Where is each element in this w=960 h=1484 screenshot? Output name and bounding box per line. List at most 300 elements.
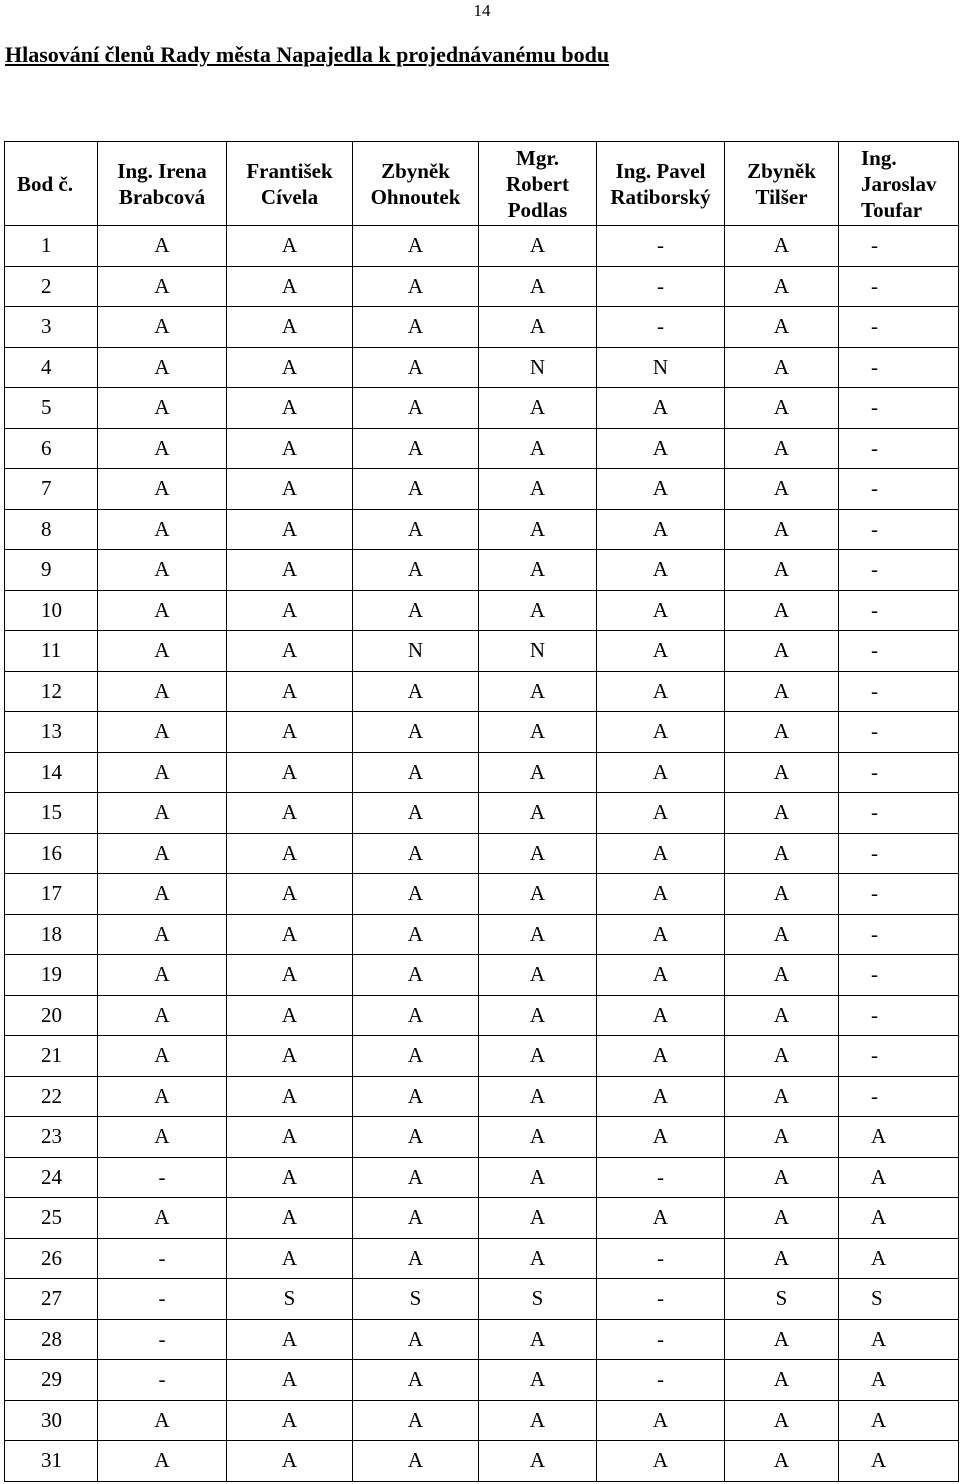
vote-cell: A: [479, 1441, 597, 1482]
vote-cell: A: [479, 590, 597, 631]
vote-cell: A: [725, 793, 839, 834]
header-zbynek-ohnoutek: [353, 142, 479, 226]
vote-cell: S: [479, 1279, 597, 1320]
vote-cell: A: [725, 388, 839, 429]
vote-cell: A: [479, 226, 597, 267]
vote-cell: A: [98, 1076, 227, 1117]
vote-cell: A: [725, 1198, 839, 1239]
vote-cell: A: [597, 1117, 725, 1158]
vote-cell: A: [597, 833, 725, 874]
table-row: [5, 1360, 959, 1401]
header-line: Brabcová: [118, 184, 206, 209]
vote-cell: A: [597, 469, 725, 510]
bod-number-cell: 29: [5, 1360, 98, 1401]
vote-cell: A: [353, 590, 479, 631]
vote-cell: A: [227, 671, 353, 712]
vote-cell: A: [353, 266, 479, 307]
vote-cell: A: [725, 1360, 839, 1401]
vote-cell: A: [98, 793, 227, 834]
header-row: [5, 142, 959, 226]
vote-cell: A: [98, 1117, 227, 1158]
table-row: [5, 1076, 959, 1117]
vote-cell: A: [597, 388, 725, 429]
vote-cell: A: [353, 1198, 479, 1239]
vote-cell: A: [353, 1400, 479, 1441]
vote-cell: -: [839, 1036, 959, 1077]
bod-number-cell: 5: [5, 388, 98, 429]
vote-cell: -: [597, 226, 725, 267]
bod-number-cell: 11: [5, 631, 98, 672]
vote-cell: A: [597, 671, 725, 712]
vote-cell: -: [839, 428, 959, 469]
vote-cell: A: [353, 550, 479, 591]
vote-cell: A: [353, 914, 479, 955]
vote-cell: A: [725, 955, 839, 996]
vote-cell: A: [227, 1238, 353, 1279]
vote-cell: A: [227, 509, 353, 550]
table-row: [5, 590, 959, 631]
vote-cell: A: [227, 388, 353, 429]
vote-cell: A: [479, 874, 597, 915]
vote-cell: A: [597, 631, 725, 672]
table-row: [5, 712, 959, 753]
vote-cell: S: [725, 1279, 839, 1320]
header-line: Zbyněk: [747, 158, 816, 183]
vote-cell: A: [227, 1441, 353, 1482]
vote-cell: A: [353, 388, 479, 429]
bod-number-cell: 2: [5, 266, 98, 307]
vote-cell: A: [98, 550, 227, 591]
vote-cell: A: [479, 995, 597, 1036]
voting-table-body: [5, 226, 959, 1482]
table-row: [5, 509, 959, 550]
vote-cell: A: [479, 914, 597, 955]
vote-cell: A: [597, 752, 725, 793]
vote-cell: -: [597, 266, 725, 307]
vote-cell: A: [227, 1157, 353, 1198]
vote-cell: A: [725, 1117, 839, 1158]
vote-cell: A: [353, 712, 479, 753]
bod-number-cell: 6: [5, 428, 98, 469]
vote-cell: A: [98, 1441, 227, 1482]
bod-number-cell: 27: [5, 1279, 98, 1320]
vote-cell: A: [227, 1076, 353, 1117]
vote-cell: A: [479, 793, 597, 834]
vote-cell: A: [725, 671, 839, 712]
vote-cell: A: [725, 226, 839, 267]
vote-cell: A: [98, 266, 227, 307]
table-row: [5, 914, 959, 955]
vote-cell: A: [479, 388, 597, 429]
table-row: [5, 428, 959, 469]
vote-cell: A: [98, 914, 227, 955]
vote-cell: A: [353, 509, 479, 550]
vote-cell: A: [839, 1157, 959, 1198]
header-line: Robert: [506, 171, 569, 196]
vote-cell: A: [227, 712, 353, 753]
vote-cell: A: [479, 1198, 597, 1239]
bod-number-cell: 16: [5, 833, 98, 874]
bod-number-cell: 15: [5, 793, 98, 834]
voting-table-header: [5, 142, 959, 226]
vote-cell: A: [227, 226, 353, 267]
vote-cell: A: [479, 1036, 597, 1077]
vote-cell: A: [725, 428, 839, 469]
vote-cell: -: [597, 1238, 725, 1279]
table-row: [5, 1036, 959, 1077]
vote-cell: A: [98, 1198, 227, 1239]
vote-cell: A: [479, 1360, 597, 1401]
vote-cell: A: [227, 955, 353, 996]
vote-cell: -: [839, 509, 959, 550]
vote-cell: -: [839, 347, 959, 388]
vote-cell: A: [597, 995, 725, 1036]
bod-number-cell: 28: [5, 1319, 98, 1360]
table-row: [5, 1441, 959, 1482]
vote-cell: -: [839, 874, 959, 915]
vote-cell: -: [98, 1279, 227, 1320]
header-bod-cislo: [5, 142, 98, 226]
vote-cell: A: [597, 914, 725, 955]
vote-cell: -: [839, 833, 959, 874]
vote-cell: A: [725, 833, 839, 874]
vote-cell: A: [227, 1036, 353, 1077]
vote-cell: A: [839, 1319, 959, 1360]
bod-number-cell: 19: [5, 955, 98, 996]
vote-cell: A: [479, 509, 597, 550]
vote-cell: A: [98, 307, 227, 348]
vote-cell: A: [227, 550, 353, 591]
vote-cell: -: [597, 1319, 725, 1360]
vote-cell: A: [479, 712, 597, 753]
vote-cell: A: [227, 1400, 353, 1441]
vote-cell: A: [353, 955, 479, 996]
vote-cell: A: [725, 266, 839, 307]
vote-cell: -: [597, 1157, 725, 1198]
header-line: Tilšer: [755, 184, 808, 209]
bod-number-cell: 26: [5, 1238, 98, 1279]
vote-cell: -: [839, 469, 959, 510]
vote-cell: A: [479, 1157, 597, 1198]
vote-cell: A: [98, 388, 227, 429]
table-row: [5, 266, 959, 307]
vote-cell: A: [227, 307, 353, 348]
bod-number-cell: 20: [5, 995, 98, 1036]
vote-cell: A: [227, 631, 353, 672]
vote-cell: A: [479, 469, 597, 510]
vote-cell: A: [353, 1441, 479, 1482]
vote-cell: A: [98, 226, 227, 267]
vote-cell: A: [479, 671, 597, 712]
header-pavel-ratiborsky: [597, 142, 725, 226]
header-line: Ratiborský: [610, 184, 711, 209]
vote-cell: -: [839, 995, 959, 1036]
vote-cell: A: [725, 1400, 839, 1441]
header-jaroslav-toufar: [839, 142, 959, 226]
table-row: [5, 671, 959, 712]
vote-cell: A: [353, 671, 479, 712]
vote-cell: A: [597, 1441, 725, 1482]
header-line: Mgr.: [516, 145, 559, 170]
vote-cell: A: [725, 752, 839, 793]
vote-cell: -: [597, 1279, 725, 1320]
vote-cell: A: [353, 307, 479, 348]
vote-cell: A: [353, 1157, 479, 1198]
vote-cell: -: [98, 1157, 227, 1198]
table-row: [5, 631, 959, 672]
document-title: Hlasování členů Rady města Napajedla k projednávanému bodu: [5, 42, 610, 67]
vote-cell: A: [353, 833, 479, 874]
vote-cell: A: [725, 307, 839, 348]
vote-cell: N: [479, 631, 597, 672]
vote-cell: A: [725, 550, 839, 591]
bod-number-cell: 12: [5, 671, 98, 712]
vote-cell: A: [839, 1117, 959, 1158]
vote-cell: -: [839, 955, 959, 996]
vote-cell: A: [479, 955, 597, 996]
vote-cell: A: [98, 712, 227, 753]
vote-cell: A: [479, 1319, 597, 1360]
vote-cell: A: [479, 550, 597, 591]
vote-cell: A: [227, 266, 353, 307]
vote-cell: A: [839, 1400, 959, 1441]
vote-cell: A: [597, 509, 725, 550]
vote-cell: N: [353, 631, 479, 672]
header-line: Bod č.: [17, 171, 74, 196]
vote-cell: A: [725, 874, 839, 915]
vote-cell: A: [597, 955, 725, 996]
vote-cell: -: [839, 266, 959, 307]
vote-cell: A: [597, 590, 725, 631]
vote-cell: -: [839, 1076, 959, 1117]
vote-cell: A: [227, 1117, 353, 1158]
vote-cell: A: [227, 874, 353, 915]
vote-cell: -: [839, 752, 959, 793]
vote-cell: A: [227, 914, 353, 955]
bod-number-cell: 17: [5, 874, 98, 915]
header-line: Jaroslav: [861, 171, 937, 196]
vote-cell: A: [98, 671, 227, 712]
vote-cell: A: [98, 428, 227, 469]
table-row: [5, 1198, 959, 1239]
vote-cell: A: [479, 428, 597, 469]
vote-cell: -: [98, 1238, 227, 1279]
bod-number-cell: 18: [5, 914, 98, 955]
vote-cell: A: [353, 469, 479, 510]
vote-cell: A: [479, 266, 597, 307]
vote-cell: -: [839, 550, 959, 591]
vote-cell: A: [227, 995, 353, 1036]
vote-cell: A: [725, 1036, 839, 1077]
vote-cell: -: [839, 914, 959, 955]
vote-cell: A: [227, 1360, 353, 1401]
vote-cell: A: [725, 995, 839, 1036]
bod-number-cell: 22: [5, 1076, 98, 1117]
vote-cell: N: [479, 347, 597, 388]
vote-cell: A: [597, 793, 725, 834]
vote-cell: -: [839, 590, 959, 631]
table-row: [5, 874, 959, 915]
table-row: [5, 388, 959, 429]
vote-cell: A: [725, 712, 839, 753]
vote-cell: A: [479, 1238, 597, 1279]
vote-cell: A: [725, 631, 839, 672]
vote-cell: -: [98, 1319, 227, 1360]
vote-cell: -: [597, 1360, 725, 1401]
vote-cell: A: [725, 469, 839, 510]
page-number: 14: [473, 1, 491, 20]
bod-number-cell: 25: [5, 1198, 98, 1239]
vote-cell: N: [597, 347, 725, 388]
vote-cell: A: [597, 428, 725, 469]
vote-cell: A: [98, 833, 227, 874]
header-frantisek-civela: [227, 142, 353, 226]
table-row: [5, 1238, 959, 1279]
vote-cell: A: [725, 1441, 839, 1482]
bod-number-cell: 8: [5, 509, 98, 550]
vote-cell: A: [725, 1238, 839, 1279]
vote-cell: A: [597, 874, 725, 915]
vote-cell: A: [353, 1238, 479, 1279]
vote-cell: A: [353, 1360, 479, 1401]
bod-number-cell: 30: [5, 1400, 98, 1441]
vote-cell: A: [227, 1319, 353, 1360]
table-row: [5, 955, 959, 996]
vote-cell: A: [98, 631, 227, 672]
table-row: [5, 469, 959, 510]
table-row: [5, 752, 959, 793]
bod-number-cell: 14: [5, 752, 98, 793]
table-row: [5, 347, 959, 388]
vote-cell: A: [725, 1319, 839, 1360]
header-line: Zbyněk: [381, 158, 450, 183]
bod-number-cell: 21: [5, 1036, 98, 1077]
vote-cell: A: [353, 226, 479, 267]
table-row: [5, 1117, 959, 1158]
header-line: Podlas: [507, 197, 568, 222]
header-line: František: [246, 158, 333, 183]
table-row: [5, 226, 959, 267]
vote-cell: A: [479, 1076, 597, 1117]
table-row: [5, 1279, 959, 1320]
header-line: Ing.: [861, 145, 897, 170]
vote-cell: A: [353, 1036, 479, 1077]
vote-cell: A: [839, 1198, 959, 1239]
vote-cell: A: [839, 1360, 959, 1401]
table-row: [5, 550, 959, 591]
vote-cell: -: [839, 671, 959, 712]
vote-cell: A: [98, 955, 227, 996]
bod-number-cell: 9: [5, 550, 98, 591]
table-row: [5, 833, 959, 874]
vote-cell: A: [353, 428, 479, 469]
vote-cell: A: [725, 914, 839, 955]
vote-cell: A: [597, 1400, 725, 1441]
header-irena-brabcova: [98, 142, 227, 226]
vote-cell: A: [353, 874, 479, 915]
header-line: Ing. Irena: [117, 158, 207, 183]
vote-cell: A: [98, 874, 227, 915]
table-row: [5, 1400, 959, 1441]
vote-cell: A: [353, 1319, 479, 1360]
bod-number-cell: 3: [5, 307, 98, 348]
table-row: [5, 1319, 959, 1360]
table-row: [5, 1157, 959, 1198]
vote-cell: S: [839, 1279, 959, 1320]
vote-cell: A: [353, 1117, 479, 1158]
vote-cell: A: [227, 469, 353, 510]
vote-cell: A: [353, 995, 479, 1036]
vote-cell: A: [227, 752, 353, 793]
vote-cell: A: [353, 752, 479, 793]
vote-cell: -: [839, 226, 959, 267]
vote-cell: A: [227, 590, 353, 631]
table-row: [5, 307, 959, 348]
vote-cell: A: [479, 1400, 597, 1441]
vote-cell: -: [839, 631, 959, 672]
header-line: Cívela: [260, 184, 319, 209]
bod-number-cell: 24: [5, 1157, 98, 1198]
vote-cell: A: [597, 1076, 725, 1117]
table-row: [5, 995, 959, 1036]
vote-cell: A: [98, 1400, 227, 1441]
vote-cell: A: [98, 752, 227, 793]
bod-number-cell: 7: [5, 469, 98, 510]
vote-cell: S: [353, 1279, 479, 1320]
vote-cell: A: [479, 307, 597, 348]
vote-cell: A: [353, 347, 479, 388]
vote-cell: A: [353, 793, 479, 834]
vote-cell: A: [597, 550, 725, 591]
vote-cell: -: [597, 307, 725, 348]
vote-cell: A: [839, 1238, 959, 1279]
bod-number-cell: 4: [5, 347, 98, 388]
vote-cell: A: [725, 1076, 839, 1117]
bod-number-cell: 23: [5, 1117, 98, 1158]
bod-number-cell: 10: [5, 590, 98, 631]
vote-cell: A: [597, 712, 725, 753]
vote-cell: A: [597, 1198, 725, 1239]
header-robert-podlas: [479, 142, 597, 226]
bod-number-cell: 31: [5, 1441, 98, 1482]
vote-cell: A: [353, 1076, 479, 1117]
vote-cell: A: [479, 752, 597, 793]
vote-cell: -: [98, 1360, 227, 1401]
vote-cell: A: [479, 833, 597, 874]
vote-cell: -: [839, 712, 959, 753]
vote-cell: -: [839, 793, 959, 834]
header-zbynek-tilser: [725, 142, 839, 226]
voting-table: [4, 141, 959, 1482]
header-line: Ing. Pavel: [615, 158, 706, 183]
vote-cell: A: [98, 347, 227, 388]
header-line: Ohnoutek: [370, 184, 461, 209]
vote-cell: -: [839, 307, 959, 348]
vote-cell: A: [725, 347, 839, 388]
vote-cell: A: [227, 428, 353, 469]
vote-cell: A: [479, 1117, 597, 1158]
vote-cell: A: [725, 590, 839, 631]
vote-cell: A: [725, 509, 839, 550]
vote-cell: A: [597, 1036, 725, 1077]
vote-cell: A: [227, 833, 353, 874]
vote-cell: A: [98, 1036, 227, 1077]
vote-cell: A: [98, 469, 227, 510]
table-row: [5, 793, 959, 834]
vote-cell: A: [227, 347, 353, 388]
vote-cell: A: [839, 1441, 959, 1482]
vote-cell: A: [227, 793, 353, 834]
